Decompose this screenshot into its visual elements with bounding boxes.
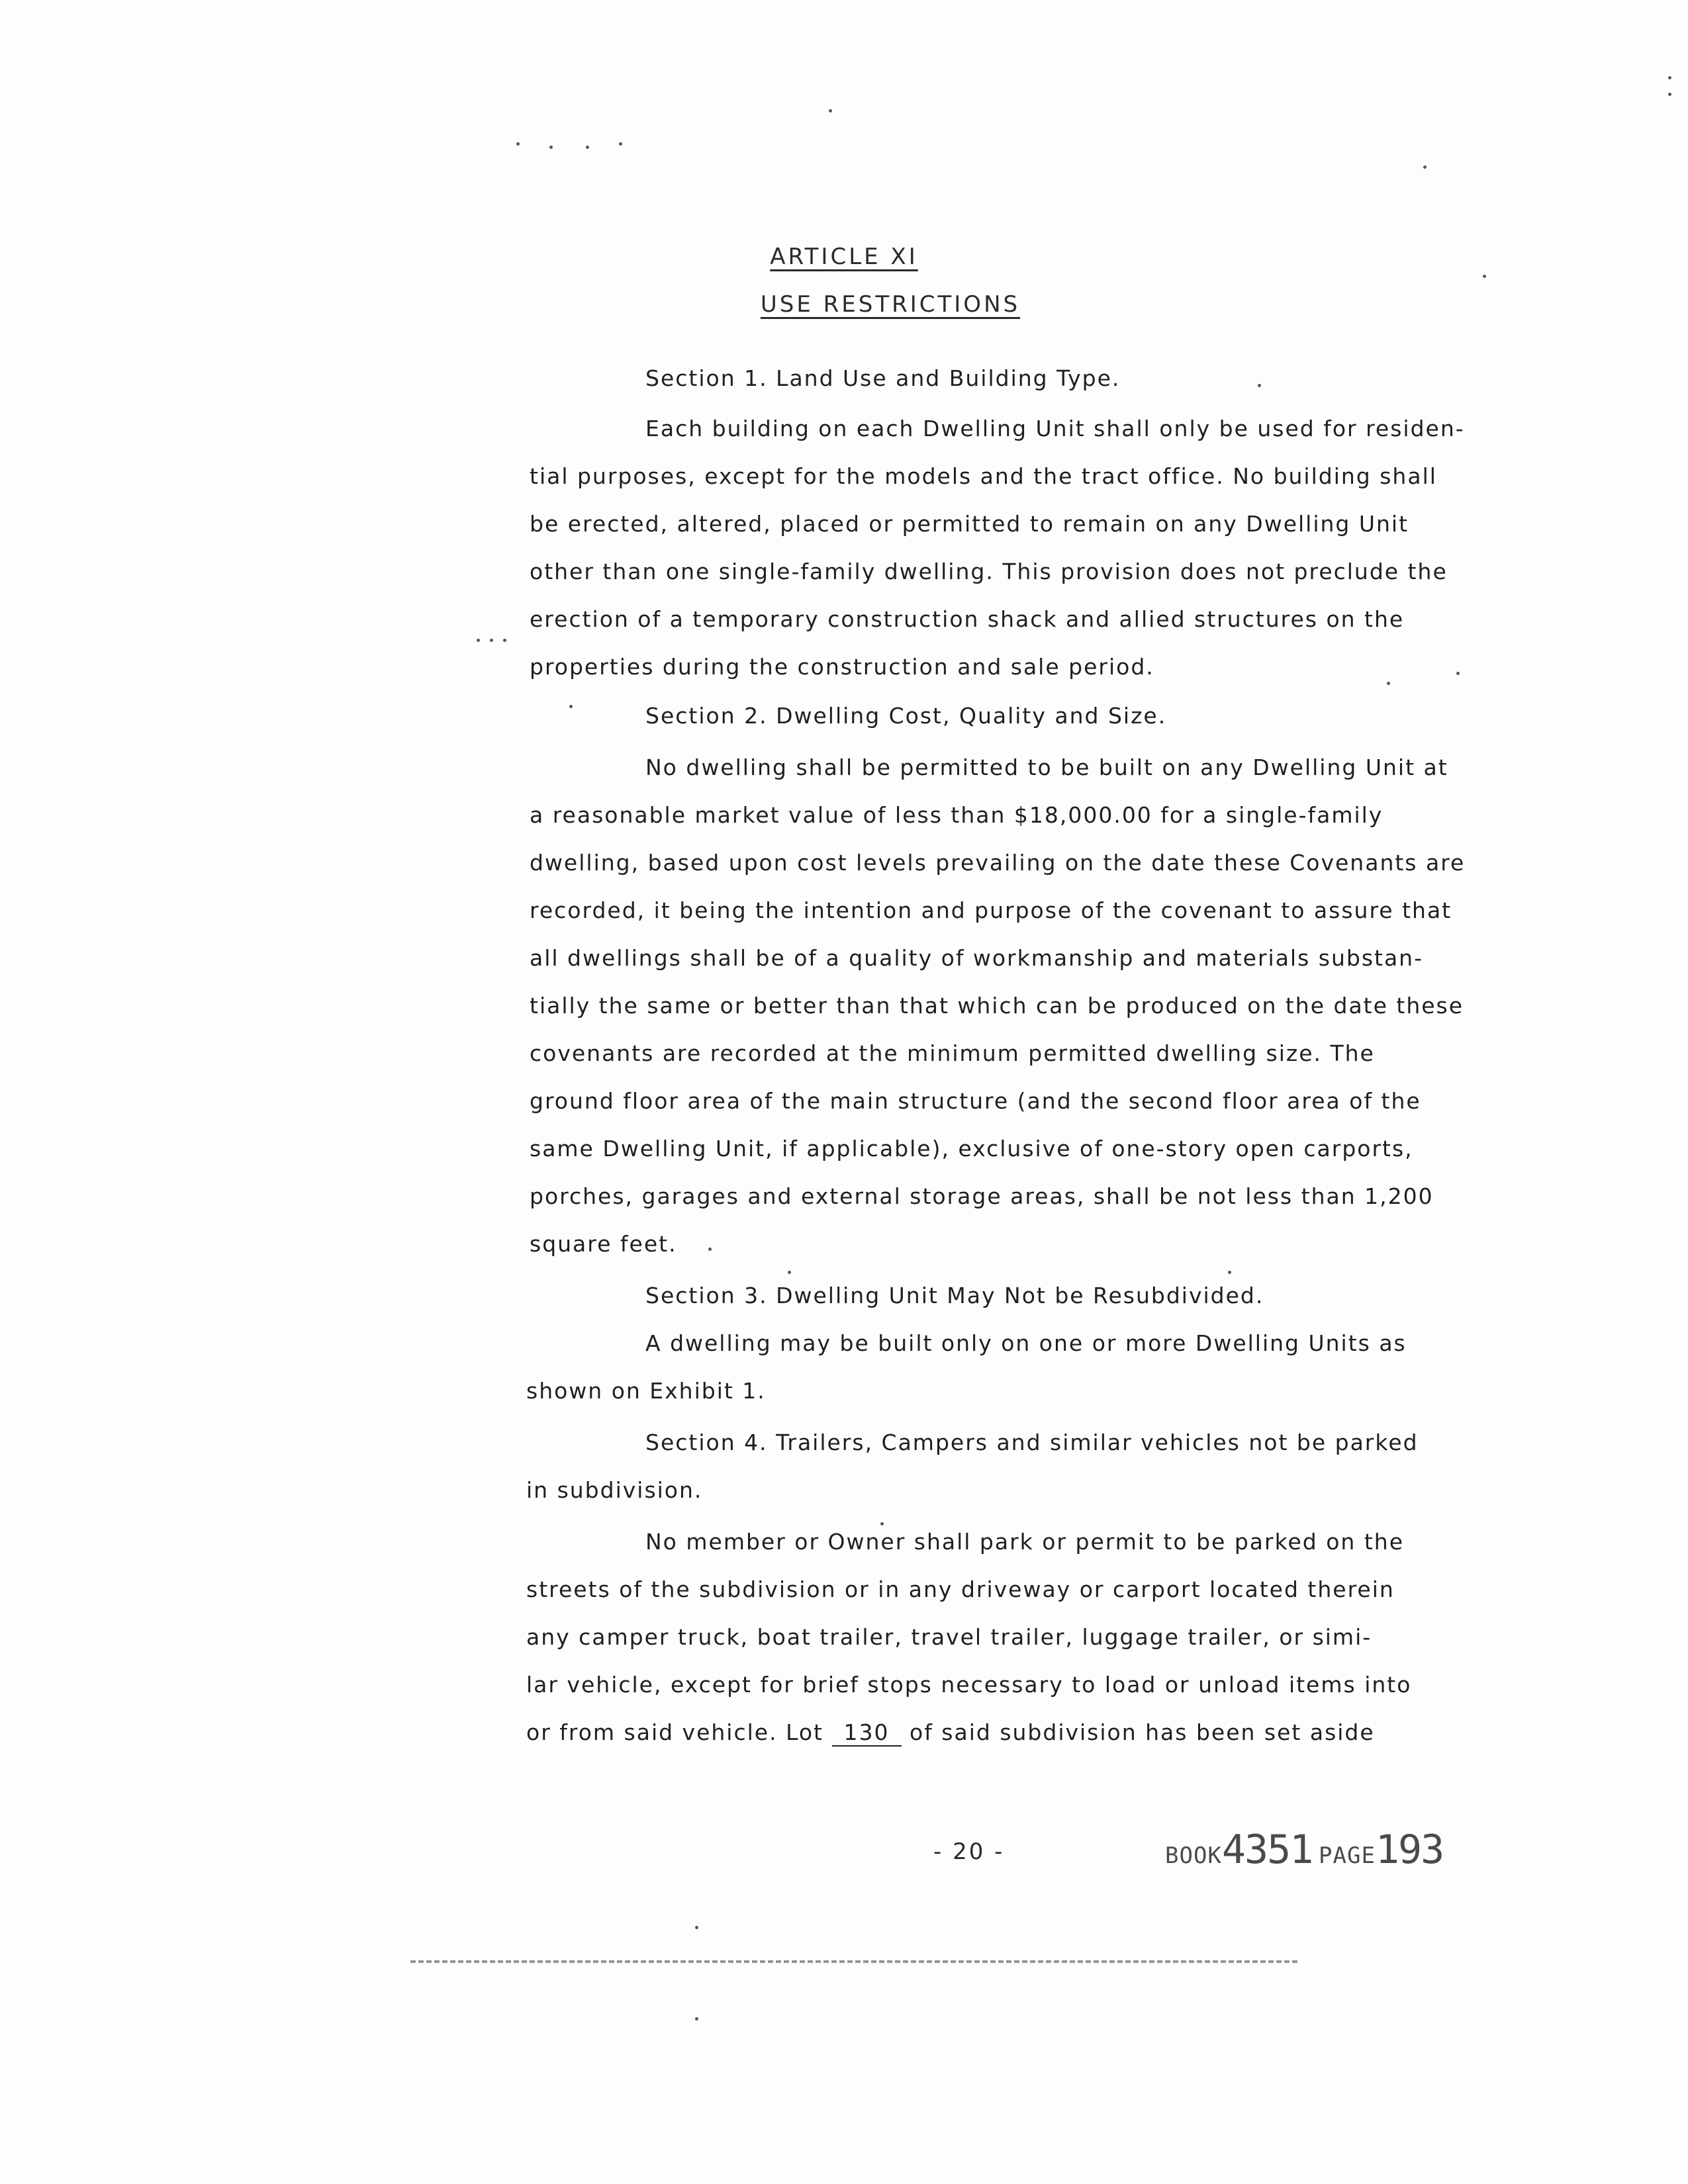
scan-speck	[503, 639, 506, 642]
text-line: lar vehicle, except for brief stops necessary to load or unload items into	[526, 1672, 1412, 1698]
recording-stamp	[1165, 1827, 1443, 1873]
scan-speck	[490, 639, 493, 642]
text-line: tially the same or better than that which can be produced on the date these	[530, 993, 1464, 1019]
lot-number-field: 130	[832, 1719, 902, 1747]
scan-speck	[695, 2017, 698, 2021]
scan-speck	[788, 1271, 791, 1274]
scan-speck	[569, 705, 573, 708]
text-line: other than one single-family dwelling. This provision does not preclude the	[530, 559, 1448, 584]
scan-speck	[1668, 93, 1671, 96]
section-heading: Section 1. Land Use and Building Type.	[645, 365, 1121, 391]
text-line: No dwelling shall be permitted to be built on any Dwelling Unit at	[645, 754, 1448, 780]
text-line: square feet.	[530, 1231, 677, 1257]
scan-speck	[586, 146, 589, 149]
text-line: be erected, altered, placed or permitted to remain on any Dwelling Unit	[530, 511, 1409, 537]
text-line: in subdivision.	[526, 1477, 703, 1503]
text-line: Each building on each Dwelling Unit shall only be used for residen-	[645, 416, 1465, 441]
scan-speck	[1387, 682, 1390, 685]
text-line-with-lot	[526, 1719, 1375, 1747]
text-line: all dwellings shall be of a quality of workmanship and materials substan-	[530, 945, 1424, 971]
section-heading: Section 4. Trailers, Campers and similar vehicles not be parked	[645, 1430, 1419, 1455]
text-fragment: or from said vehicle. Lot	[526, 1719, 823, 1745]
scan-speck	[880, 1522, 884, 1525]
text-line: No member or Owner shall park or permit to be parked on the	[645, 1529, 1404, 1555]
scan-rule-line	[410, 1960, 1297, 1963]
scan-speck	[1483, 275, 1486, 278]
text-line: tial purposes, except for the models and the tract office. No building shall	[530, 463, 1437, 489]
text-line: properties during the construction and sale period.	[530, 654, 1154, 680]
scan-speck	[1423, 165, 1427, 169]
text-line: erection of a temporary construction shack and allied structures on the	[530, 606, 1405, 632]
book-number: 4351	[1221, 1827, 1313, 1873]
page-stamp-number: 193	[1375, 1827, 1444, 1873]
text-line: same Dwelling Unit, if applicable), exclusive of one-story open carports,	[530, 1136, 1413, 1161]
scan-speck	[1228, 1271, 1231, 1274]
scan-speck	[1668, 76, 1671, 79]
page-number: - 20 -	[933, 1839, 1005, 1865]
scan-speck	[516, 142, 520, 146]
scan-speck	[695, 1926, 698, 1929]
scan-speck	[1258, 384, 1261, 387]
text-fragment: of said subdivision has been set aside	[910, 1719, 1375, 1745]
text-line: any camper truck, boat trailer, travel trailer, luggage trailer, or simi-	[526, 1624, 1372, 1650]
text-line: recorded, it being the intention and purpose of the covenant to assure that	[530, 897, 1452, 923]
scan-speck	[477, 639, 480, 642]
text-line: covenants are recorded at the minimum permitted dwelling size. The	[530, 1040, 1375, 1066]
text-line: shown on Exhibit 1.	[526, 1378, 766, 1404]
page-label: PAGE	[1319, 1843, 1376, 1869]
scan-speck	[708, 1248, 712, 1251]
text-line: a reasonable market value of less than $18,000.00 for a single-family	[530, 802, 1383, 828]
text-line: A dwelling may be built only on one or more Dwelling Units as	[645, 1330, 1407, 1356]
article-title: USE RESTRICTIONS	[760, 291, 1021, 318]
article-heading: ARTICLE XI	[770, 244, 918, 270]
scan-speck	[829, 109, 832, 113]
scan-speck	[619, 142, 622, 146]
scan-speck	[549, 146, 553, 149]
section-heading: Section 2. Dwelling Cost, Quality and Size.	[645, 703, 1167, 729]
text-line: porches, garages and external storage areas, shall be not less than 1,200	[530, 1183, 1434, 1209]
book-label: BOOK	[1165, 1843, 1222, 1869]
scan-speck	[1456, 672, 1460, 675]
text-line: ground floor area of the main structure (and the second floor area of the	[530, 1088, 1421, 1114]
text-line: dwelling, based upon cost levels prevailing on the date these Covenants are	[530, 850, 1466, 876]
text-line: streets of the subdivision or in any driveway or carport located therein	[526, 1576, 1395, 1602]
section-heading: Section 3. Dwelling Unit May Not be Resubdivided.	[645, 1283, 1264, 1308]
